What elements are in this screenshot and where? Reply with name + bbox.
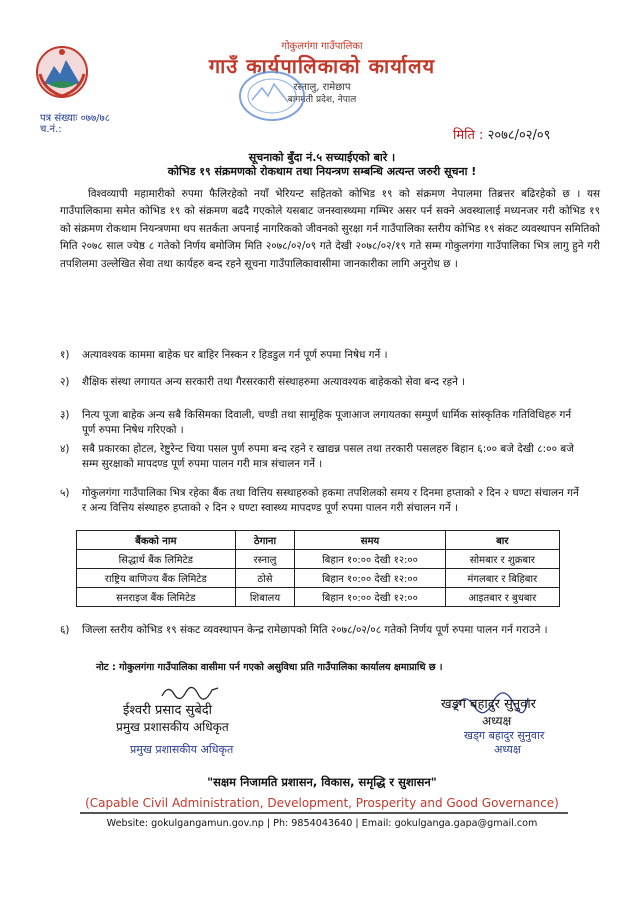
office-subtitle: गोकुलगंगा गाउँपालिका [281, 41, 363, 52]
table-cell: आइतबार र बुधबार [445, 588, 559, 607]
table-cell: मंगलबार र बिहिबार [445, 569, 559, 588]
item-text: सबै प्रकारका होटल, रेष्टुरेन्ट चिया पसल पुर्ण रुपमा बन्द रहने र खाद्यन्न पसल तथा तरकारी पसलहरु बिहान ६:०० बजे देखी ८:०० बजे सम्म सुरक्षाको मापदण्ड पूर्ण रुपमा पालन गरी मात्र संचालन गर्ने । [82, 443, 574, 470]
signatory-right-name: खड्ग बहादुर सुनुवार [441, 697, 537, 712]
table-cell: बिहान १०:०० देखी १२:०० [295, 588, 445, 607]
table-row [77, 588, 560, 607]
list-item [60, 486, 600, 530]
item-number: ४) [60, 443, 70, 455]
body-text: विश्वव्यापी महामारीको रुपमा फैलिरहेको नयाँ भेरियन्ट सहितको कोभिड १९ को संक्रमण नेपालमा तिब्रत्तर बढिरहेको छ । यस गाउँपालिकामा समेत कोभिड १९ को संक्रमण बढदै गएकोले यसबाट जनस्वास्थ्यमा गम्भिर असर पर्न सक्ने अवस्थालाई मध्यनजर गरी कोभिड १९ को संक्रमण रोकथाम नियन्त्रणमा थप सतर्कता अपनाई नागरिकको जीवनको सुरक्षा गर्न गाउँपालिका स्तरीय कोभिड १९ संकट व्यवस्थापन समितिको मिति २०७८ साल ज्येष्ठ ८ गतेको निर्णय बमोजिम मिति २०७८/०२/०९ गते देखी २०७८/०२/१९ गते सम्म गोकुलगंगा गाउँपालिका भित्र लागु हुने गरी तपशिलमा उल्लेखित सेवा तथा कार्यहरु बन्द रहने सूचना गाउँपालिकावासीमा जानकारीका लागि अनुरोध छ । [60, 188, 600, 270]
signatory-right-title: अध्यक्ष [482, 714, 512, 728]
motto-nepali: "सक्षम निजामति प्रशासन, विकास, समृद्धि र सुशासन" [207, 775, 437, 789]
letter-date [453, 125, 550, 143]
table-cell: राष्ट्रिय बाणिज्य बैंक लिमिटेड [77, 569, 236, 588]
official-stamp [238, 70, 306, 122]
item-text: नित्य पूजा बाहेक अन्य सबै किसिमका दिवाली, चण्डी तथा सामूहिक पूजाआज लगायतका सम्पुर्ण धार्मिक सांस्कृतिक गतिविधिहरु गर्न पूर्ण रुपमा निषेध गरिएको । [82, 409, 572, 436]
date-label: मिति : [453, 128, 484, 143]
item-number: ५) [60, 487, 70, 499]
list-item [60, 408, 600, 438]
item-number: १) [60, 349, 70, 361]
item-number: ३) [60, 409, 70, 421]
headline-correction: सूचनाको बुँदा नं.५ सच्याईएको बारे । [248, 151, 396, 164]
signatory-right-seal-title: अध्यक्ष [494, 743, 521, 756]
table-cell: सोमबार र शुक्रबार [445, 550, 559, 569]
table-cell: सनराइज बैंक लिमिटेड [77, 588, 236, 607]
item-text: शैक्षिक संस्था लगायत अन्य सरकारी तथा गैरसरकारी संस्थाहरुमा अत्यावश्यक बाहेकको सेवा बन्द रहने । [82, 376, 466, 388]
bank-schedule-table [76, 530, 560, 607]
office-address: रस्नालु, रामेछाप [293, 82, 351, 93]
list-item [60, 348, 600, 364]
table-cell: शिबालय [235, 588, 295, 607]
reference-number: पत्र संख्याः ०७७/७८ [40, 113, 110, 124]
table-row [77, 569, 560, 588]
footer-divider [80, 812, 568, 814]
item-number: ६) [60, 624, 70, 636]
column-header: ठेगाना [235, 531, 295, 550]
item-text: जिल्ला स्तरीय कोभिड १९ संकट व्यवस्थापन केन्द्र रामेछापको मिति २०७८/०२/०८ गतेको निर्णय पूर्ण रुपमा पालन गर्न गराउने । [82, 624, 548, 636]
item-number: २) [60, 376, 70, 388]
signature-scribble-left [160, 680, 220, 702]
column-header: बैंकको नाम [77, 531, 236, 550]
headline-notice: कोभिड १९ संक्रमणको रोकथाम तथा नियन्त्रण सम्बन्धि अत्यन्त जरुरी सूचना ! [167, 165, 477, 178]
signatory-right-seal-name: खड्ग बहादुर सुनुवार [464, 729, 545, 742]
item-text: अत्यावश्यक काममा बाहेक घर बाहिर निस्कन र हिडडुल गर्न पूर्ण रुपमा निषेध गर्ने । [82, 349, 388, 361]
dispatch-number: च.नं.: [40, 124, 62, 135]
column-header: समय [295, 531, 445, 550]
table-cell: सिद्धार्थ बैंक लिमिटेड [77, 550, 236, 569]
table-header-row [77, 531, 560, 550]
table-row [77, 550, 560, 569]
body-paragraph [60, 186, 600, 273]
office-province: बागमती प्रदेश, नेपाल [287, 95, 357, 105]
motto-english: (Capable Civil Administration, Development, Prosperity and Good Governance) [85, 796, 559, 810]
column-header: बार [445, 531, 559, 550]
office-title: गाउँ कार्यपालिकाको कार्यालय [208, 54, 436, 78]
table-cell: बिहान १०:०० देखी १२:०० [295, 569, 445, 588]
list-item [60, 442, 600, 486]
contact-info: Website: gokulgangamun.gov.np | Ph: 9854043640 | Email: gokulganga.gapa@gmail.com [106, 818, 538, 829]
signatory-left-title: प्रमुख प्रशासकीय अधिकृत [116, 720, 229, 734]
table-cell: रस्नालु [235, 550, 295, 569]
table-cell: ठोसे [235, 569, 295, 588]
date-value: २०७८/०२/०९ [487, 128, 551, 143]
list-item [60, 375, 600, 405]
signatory-left-seal: प्रमुख प्रशासकीय अधिकृत [130, 743, 234, 756]
item-text: गोकुलगंगा गाउँपालिका भित्र रहेका बैंक तथा वित्तिय सस्थाहरुको हकमा तपशिलको समय र दिनमा हप्ताको २ दिन २ घण्टा संचालन गर्ने र अन्य वित्तिय संस्थाहरु हप्ताको २ दिन २ घण्टा स्वास्थ्य मापदण्ड पूर्ण रुपमा पालन गरी संचालन गर्ने । [82, 487, 579, 514]
list-item [60, 623, 600, 653]
apology-note: नोट : गोकुलगंगा गाउँपालिका वासीमा पर्न गएको असुविधा प्रति गाउँपालिका कार्यालय क्षमाप्राथि छ । [96, 662, 443, 673]
table-cell: बिहान १०:०० देखी १२:०० [295, 550, 445, 569]
signatory-left-name: ईश्वरी प्रसाद सुबेदी [123, 703, 213, 718]
